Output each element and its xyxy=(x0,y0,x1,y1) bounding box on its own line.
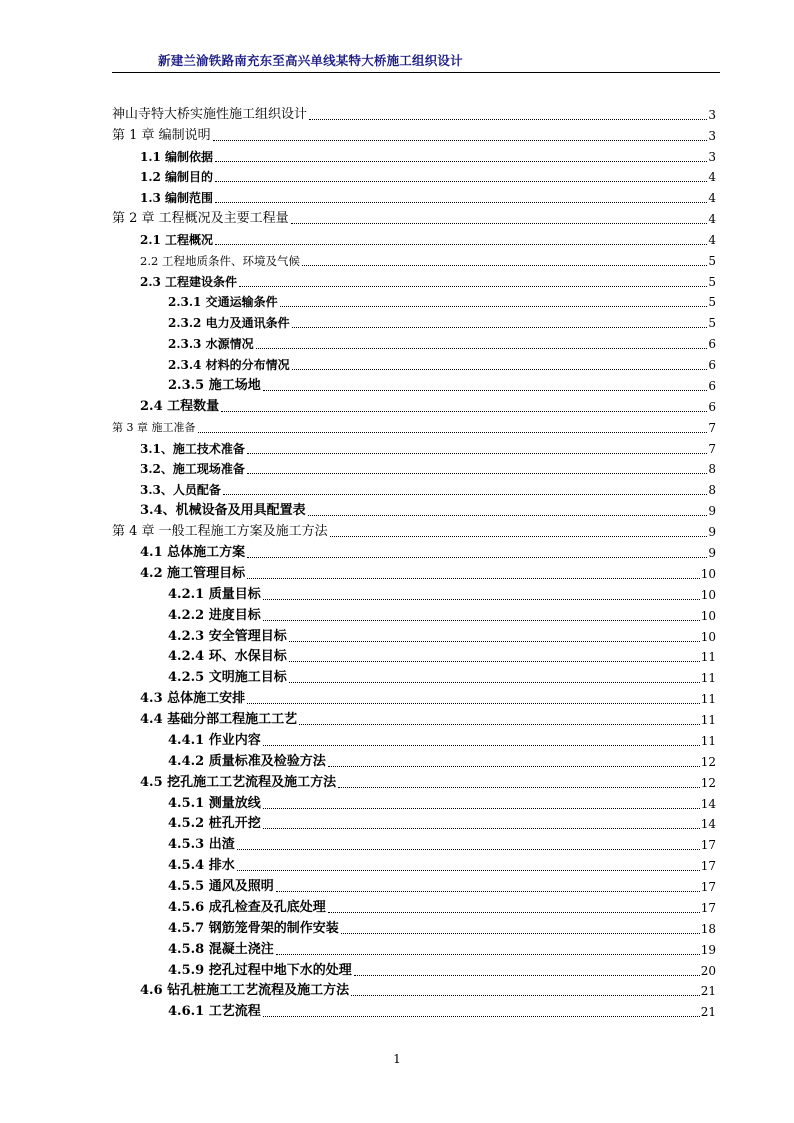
toc-entry-page: 9 xyxy=(708,504,716,518)
toc-entry-label: 2.4 工程数量 xyxy=(140,399,220,414)
toc-dot-leader xyxy=(215,202,707,203)
toc-entry[interactable] xyxy=(168,377,716,395)
toc-dot-leader xyxy=(237,870,700,871)
toc-entry-page: 11 xyxy=(700,650,716,664)
toc-entry-label: 3.3、人员配备 xyxy=(140,483,221,497)
toc-dot-leader xyxy=(263,745,700,746)
toc-entry-page: 6 xyxy=(708,400,716,414)
toc-entry-label: 第 1 章 编制说明 xyxy=(112,128,211,143)
toc-entry[interactable] xyxy=(140,481,716,499)
toc-entry[interactable] xyxy=(112,106,716,124)
toc-entry-page: 12 xyxy=(700,755,716,769)
toc-entry-page: 10 xyxy=(700,630,716,644)
toc-entry-label: 2.3.5 施工场地 xyxy=(168,378,261,393)
toc-entry-page: 7 xyxy=(708,442,716,456)
toc-dot-leader xyxy=(215,244,707,245)
toc-entry-label: 第 3 章 施工准备 xyxy=(112,421,196,434)
toc-entry[interactable] xyxy=(168,836,716,854)
toc-entry-label: 4.5.6 成孔检查及孔底处理 xyxy=(168,900,326,915)
toc-entry-label: 2.1 工程概况 xyxy=(140,233,214,247)
toc-dot-leader xyxy=(213,140,708,141)
toc-dot-leader xyxy=(328,912,700,913)
toc-entry[interactable] xyxy=(168,753,716,771)
toc-entry[interactable] xyxy=(112,127,716,145)
toc-entry-page: 4 xyxy=(708,212,716,226)
toc-dot-leader xyxy=(263,808,700,809)
toc-entry-page: 17 xyxy=(700,880,716,894)
toc-entry-label: 2.3.4 材料的分布情况 xyxy=(168,358,290,372)
toc-entry-label: 2.3.3 水源情况 xyxy=(168,337,254,351)
toc-entry[interactable] xyxy=(168,815,716,833)
toc-entry-page: 3 xyxy=(708,150,716,164)
toc-entry-label: 4.6.1 工艺流程 xyxy=(168,1004,261,1019)
toc-entry[interactable] xyxy=(112,210,716,228)
toc-dot-leader xyxy=(292,327,708,328)
page-number: 1 xyxy=(393,1052,401,1066)
toc-entry[interactable] xyxy=(168,795,716,813)
toc-entry[interactable] xyxy=(140,398,716,416)
toc-entry-label: 3.1、施工技术准备 xyxy=(140,442,245,456)
toc-entry-page: 8 xyxy=(708,462,716,476)
toc-entry[interactable] xyxy=(112,523,716,541)
toc-dot-leader xyxy=(215,181,707,182)
toc-entry-label: 1.1 编制依据 xyxy=(140,150,214,164)
toc-entry[interactable] xyxy=(168,293,716,311)
toc-entry[interactable] xyxy=(112,419,716,437)
toc-entry-label: 4.2 施工管理目标 xyxy=(140,566,246,581)
toc-entry-label: 4.5.4 排水 xyxy=(168,858,235,873)
toc-entry-label: 2.2 工程地质条件、环境及气候 xyxy=(140,254,300,268)
toc-entry-page: 5 xyxy=(708,295,716,309)
toc-entry[interactable] xyxy=(140,982,716,1000)
toc-entry-label: 4.5.5 通风及照明 xyxy=(168,879,274,894)
toc-entry[interactable] xyxy=(168,899,716,917)
toc-entry-page: 21 xyxy=(700,1005,716,1019)
toc-entry-page: 6 xyxy=(708,379,716,393)
toc-entry[interactable] xyxy=(140,460,716,478)
toc-entry-label: 4.2.2 进度目标 xyxy=(168,608,261,623)
toc-dot-leader xyxy=(338,787,700,788)
toc-entry-page: 18 xyxy=(700,922,716,936)
toc-entry-label: 4.2.5 文明施工目标 xyxy=(168,670,287,685)
toc-dot-leader xyxy=(289,682,700,683)
toc-entry-page: 4 xyxy=(708,170,716,184)
toc-entry[interactable] xyxy=(168,920,716,938)
toc-entry[interactable] xyxy=(168,335,716,353)
toc-entry-page: 19 xyxy=(700,943,716,957)
toc-entry-page: 11 xyxy=(700,692,716,706)
toc-entry[interactable] xyxy=(140,774,716,792)
toc-entry[interactable] xyxy=(168,648,716,666)
toc-entry[interactable] xyxy=(168,857,716,875)
toc-entry[interactable] xyxy=(140,148,716,166)
toc-entry-page: 5 xyxy=(708,275,716,289)
toc-entry-label: 4.2.4 环、水保目标 xyxy=(168,649,287,664)
toc-entry-page: 14 xyxy=(700,817,716,831)
toc-entry-label: 2.3.1 交通运输条件 xyxy=(168,295,278,309)
toc-entry-page: 7 xyxy=(708,421,716,435)
toc-entry[interactable] xyxy=(168,1003,716,1021)
toc-entry[interactable] xyxy=(168,586,716,604)
toc-entry-label: 4.4.2 质量标准及检验方法 xyxy=(168,754,326,769)
toc-entry-label: 4.2.3 安全管理目标 xyxy=(168,629,287,644)
toc-dot-leader xyxy=(292,369,708,370)
toc-entry-page: 14 xyxy=(700,797,716,811)
toc-dot-leader xyxy=(263,620,700,621)
toc-dot-leader xyxy=(330,536,708,537)
toc-dot-leader xyxy=(247,453,707,454)
toc-dot-leader xyxy=(198,432,708,433)
toc-entry[interactable] xyxy=(140,711,716,729)
toc-entry-label: 4.1 总体施工方案 xyxy=(140,545,246,560)
toc-dot-leader xyxy=(302,265,707,266)
toc-entry-label: 4.2.1 质量目标 xyxy=(168,587,261,602)
toc-dot-leader xyxy=(299,724,700,725)
toc-entry[interactable] xyxy=(168,607,716,625)
toc-dot-leader xyxy=(221,411,707,412)
header-title: 新建兰渝铁路南充东至高兴单线某特大桥施工组织设计 xyxy=(158,53,463,68)
toc-entry-page: 17 xyxy=(700,859,716,873)
toc-entry[interactable] xyxy=(168,962,716,980)
toc-entry[interactable] xyxy=(140,231,716,249)
toc-entry-label: 4.5.8 混凝土浇注 xyxy=(168,942,274,957)
toc-dot-leader xyxy=(247,703,700,704)
toc-entry-label: 4.4 基础分部工程施工工艺 xyxy=(140,712,298,727)
toc-entry-page: 6 xyxy=(708,337,716,351)
toc-entry[interactable] xyxy=(168,732,716,750)
toc-entry[interactable] xyxy=(140,168,716,186)
toc-dot-leader xyxy=(291,223,708,224)
toc-entry[interactable] xyxy=(140,252,716,270)
toc-entry-label: 神山寺特大桥实施性施工组织设计 xyxy=(112,107,308,122)
toc-entry-label: 4.5.7 钢筋笼骨架的制作安装 xyxy=(168,921,339,936)
toc-dot-leader xyxy=(247,473,707,474)
toc-entry-label: 4.5.3 出渣 xyxy=(168,837,235,852)
toc-entry-page: 11 xyxy=(700,671,716,685)
toc-entry[interactable] xyxy=(140,273,716,291)
toc-entry-label: 1.2 编制目的 xyxy=(140,170,214,184)
toc-dot-leader xyxy=(263,1016,700,1017)
toc-entry[interactable] xyxy=(140,189,716,207)
toc-entry-label: 4.4.1 作业内容 xyxy=(168,733,261,748)
toc-entry-page: 17 xyxy=(700,901,716,915)
toc-dot-leader xyxy=(309,119,707,120)
toc-entry-label: 4.5.9 挖孔过程中地下水的处理 xyxy=(168,963,352,978)
toc-entry-page: 4 xyxy=(708,233,716,247)
toc-entry-label: 2.3 工程建设条件 xyxy=(140,275,238,289)
toc-entry-page: 3 xyxy=(708,108,716,122)
toc-entry-label: 1.3 编制范围 xyxy=(140,191,214,205)
toc-entry-label: 3.4、机械设备及用具配置表 xyxy=(140,503,306,518)
toc-entry-page: 4 xyxy=(708,191,716,205)
toc-dot-leader xyxy=(247,578,700,579)
toc-entry-label: 4.5.2 桩孔开挖 xyxy=(168,816,261,831)
toc-entry[interactable] xyxy=(140,690,716,708)
toc-entry[interactable] xyxy=(140,502,716,520)
toc-entry-page: 8 xyxy=(708,483,716,497)
toc-entry-label: 3.2、施工现场准备 xyxy=(140,462,245,476)
toc-dot-leader xyxy=(263,390,708,391)
toc-entry-label: 2.3.2 电力及通讯条件 xyxy=(168,316,290,330)
toc-entry-label: 4.6 钻孔桩施工工艺流程及施工方法 xyxy=(140,983,350,998)
toc-dot-leader xyxy=(328,766,700,767)
toc-entry-page: 17 xyxy=(700,838,716,852)
toc-entry-page: 11 xyxy=(700,713,716,727)
toc-dot-leader xyxy=(354,975,700,976)
toc-dot-leader xyxy=(247,557,707,558)
page-header xyxy=(112,50,720,73)
toc-entry-page: 20 xyxy=(700,964,716,978)
toc-entry-page: 11 xyxy=(700,734,716,748)
toc-entry-page: 10 xyxy=(700,609,716,623)
toc-entry-page: 10 xyxy=(700,588,716,602)
toc-dot-leader xyxy=(276,891,700,892)
toc-dot-leader xyxy=(237,849,700,850)
toc-dot-leader xyxy=(276,954,700,955)
toc-entry[interactable] xyxy=(168,669,716,687)
toc-dot-leader xyxy=(263,828,700,829)
toc-entry-page: 21 xyxy=(700,984,716,998)
toc-dot-leader xyxy=(341,933,700,934)
toc-dot-leader xyxy=(351,995,700,996)
toc-dot-leader xyxy=(280,306,708,307)
toc-dot-leader xyxy=(256,348,708,349)
toc-entry-page: 12 xyxy=(700,776,716,790)
toc-entry-page: 9 xyxy=(708,546,716,560)
toc-entry-page: 3 xyxy=(708,129,716,143)
toc-entry-label: 4.5.1 测量放线 xyxy=(168,796,261,811)
toc-entry[interactable] xyxy=(168,941,716,959)
toc-entry-page: 5 xyxy=(708,254,716,268)
toc-entry[interactable] xyxy=(140,440,716,458)
toc-dot-leader xyxy=(239,286,707,287)
toc-entry[interactable] xyxy=(140,544,716,562)
toc-dot-leader xyxy=(215,161,707,162)
toc-entry[interactable] xyxy=(168,878,716,896)
toc-dot-leader xyxy=(289,661,700,662)
toc-entry[interactable] xyxy=(168,628,716,646)
toc-dot-leader xyxy=(263,599,700,600)
toc-entry-label: 第 2 章 工程概况及主要工程量 xyxy=(112,211,289,226)
toc-entry-page: 5 xyxy=(708,316,716,330)
toc-entry-label: 4.3 总体施工安排 xyxy=(140,691,246,706)
toc-entry[interactable] xyxy=(140,565,716,583)
toc-dot-leader xyxy=(289,641,700,642)
toc-entry-label: 第 4 章 一般工程施工方案及施工方法 xyxy=(112,524,328,539)
toc-entry-label: 4.5 挖孔施工工艺流程及施工方法 xyxy=(140,775,337,790)
toc-dot-leader xyxy=(308,515,708,516)
toc-dot-leader xyxy=(223,494,707,495)
toc-entry-page: 6 xyxy=(708,358,716,372)
toc-entry-page: 9 xyxy=(708,525,716,539)
toc-entry[interactable] xyxy=(168,314,716,332)
toc-entry[interactable] xyxy=(168,356,716,374)
toc-entry-page: 10 xyxy=(700,567,716,581)
